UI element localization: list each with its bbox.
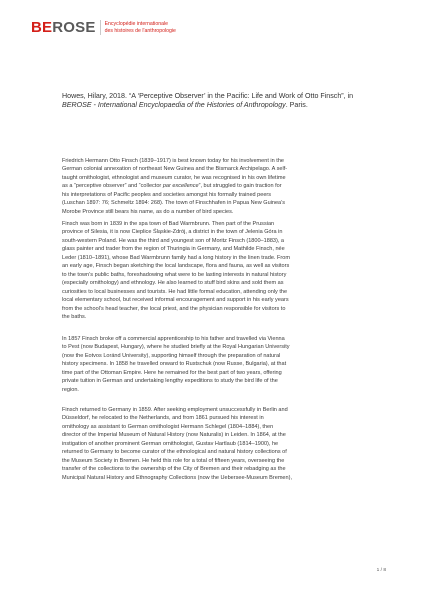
text-line: returned to Germany to become curator of the ethnological and natural history collections of [62,449,287,456]
logo-subtitle-line2: des histoires de l'anthropologie [104,27,176,34]
text-line: Friedrich Hermann Otto Finsch (1839–1917) is best known today for his involvement in the [62,158,284,164]
text-line: Finsch was born in 1839 in the spa town of Bad Warmbrunn. Then part of the Prussian [62,221,275,227]
text-line: the baths. [62,313,87,320]
text-line: to Pest (now Budapest, Hungary), where he studied briefly at the Royal Hungarian University [62,344,290,351]
logo-subtitle-line1: Encyclopédie internationale [104,21,169,28]
text-line: Finsch returned to Germany in 1859. After seeking employment unsuccessfully in Berlin and [62,407,288,413]
paragraph-1 [62,157,384,216]
text-line: history specimens. In 1858 he travelled onward to Rustschuk (now Russe, Bulgaria), at that [62,361,287,368]
text-line: transfer of the collections to the ownership of the City of Bremen and their rebadging as the [62,466,286,473]
logo-subtitle [105,21,176,34]
text-line: taught ornithologist, ethnologist and museum curator, he was recognised in his own lifetime [62,174,286,181]
text-line: German colonial annexation of northeast New Guinea and the Bismarck Archipelago. A self- [62,166,288,173]
text-line: local elementary school, but received informal encouragement and support in his early years [62,297,289,304]
text-line: curiosities to local businesses and tourists. He had little formal education, attending only the [62,288,288,295]
text-line: (now the Eotvos Loránd University), supporting himself through the preparation of natural [62,352,281,359]
text-line: from the school’s head teacher, the local priest, and the physician responsible for visitors to [62,305,286,312]
text-line: (Luschan 1897: 76; Schmeltz 1894: 268). The town of Finschhafen in Papua New Guinea’s [62,200,286,207]
text-line: In 1857 Finsch broke off a commercial apprenticeship to his father and travelled via Vienna [62,336,285,342]
text-line: Leder (1810–1891), whose Bad Warmbrunn family had a long history in the linen trade. From [62,254,290,261]
text-line: Municipal Natural History and Ethnography Collections (now the Uebersee-Museum Bremen), [62,474,292,481]
logo-wordmark [31,20,96,35]
text-line: south-western Poland. He was the third and youngest son of Moritz Finsch (1800–1883), a [62,237,285,244]
text-line: to the town’s public baths, foreshadowing what were to be lasting interests in natural history [62,271,287,278]
citation-end: . Paris. [285,101,308,110]
paragraph-4 [62,406,384,482]
paragraph-2 [62,220,384,321]
text-line: the Museum Society in Bremen. He held this role for a total of fifteen years, overseeing the [62,457,285,464]
logo-divider [100,20,101,35]
text-line: ornithology as assistant to German ornithologist Hermann Schlegel (1804–1884), then [62,423,274,430]
text-line: his interpretations of Pacific peoples and societies amongst his formally trained peers [62,191,272,198]
text-line: glass painter and trader from the region of Thuringia in Germany, and Mathilde Finsch, née [62,246,285,253]
citation [62,92,384,110]
text-line: private tuition in German and undertaking lengthy expeditions to study the bird life of the [62,378,278,385]
berose-logo [31,20,176,35]
text-line: time part of the Ottoman Empire. Here he remained for the best part of two years, offering [62,369,282,376]
text-line: Düsseldorf, he relocated to the Netherlands, and from 1861 pursued his interest in [62,415,264,422]
text-line: an early age, Finsch began sketching the local landscape, flora and fauna, as well as visitors [62,263,290,270]
text-line: as a “perceptive observer” and “collector par excellence”, but struggled to gain traction for [62,183,282,190]
text-line: instigation of another prominent German ornithologist, Gustav Hartlaub (1814–1900), he [62,440,279,447]
text-line: Morobe Province still bears his name, as do a number of bird species. [62,208,234,215]
paragraph-3 [62,335,384,394]
logo-wordmark-be: BE [31,19,53,36]
text-line: (especially ornithology) and ethnology. He also learned to stuff bird skins and sold them as [62,280,284,287]
page-number: 1 / 8 [376,568,386,573]
text-line: director of the Imperial Museum of Natural History (now Naturalis) in Leiden. In 1864, at the [62,432,286,439]
text-line: province of Silesia, it is now Cieplice Śląskie-Zdrój, a district in the town of Jelenia Góra in [62,229,283,236]
citation-text: Howes, Hilary, 2018. “A ‘Perceptive Observer’ in the Pacific: Life and Work of Otto Finsch”, in [62,92,354,100]
citation-journal: BEROSE - International Encyclopaedia of the Histories of Anthropology [62,101,286,110]
text-line: region. [62,386,79,393]
logo-wordmark-rose: ROSE [52,19,96,36]
